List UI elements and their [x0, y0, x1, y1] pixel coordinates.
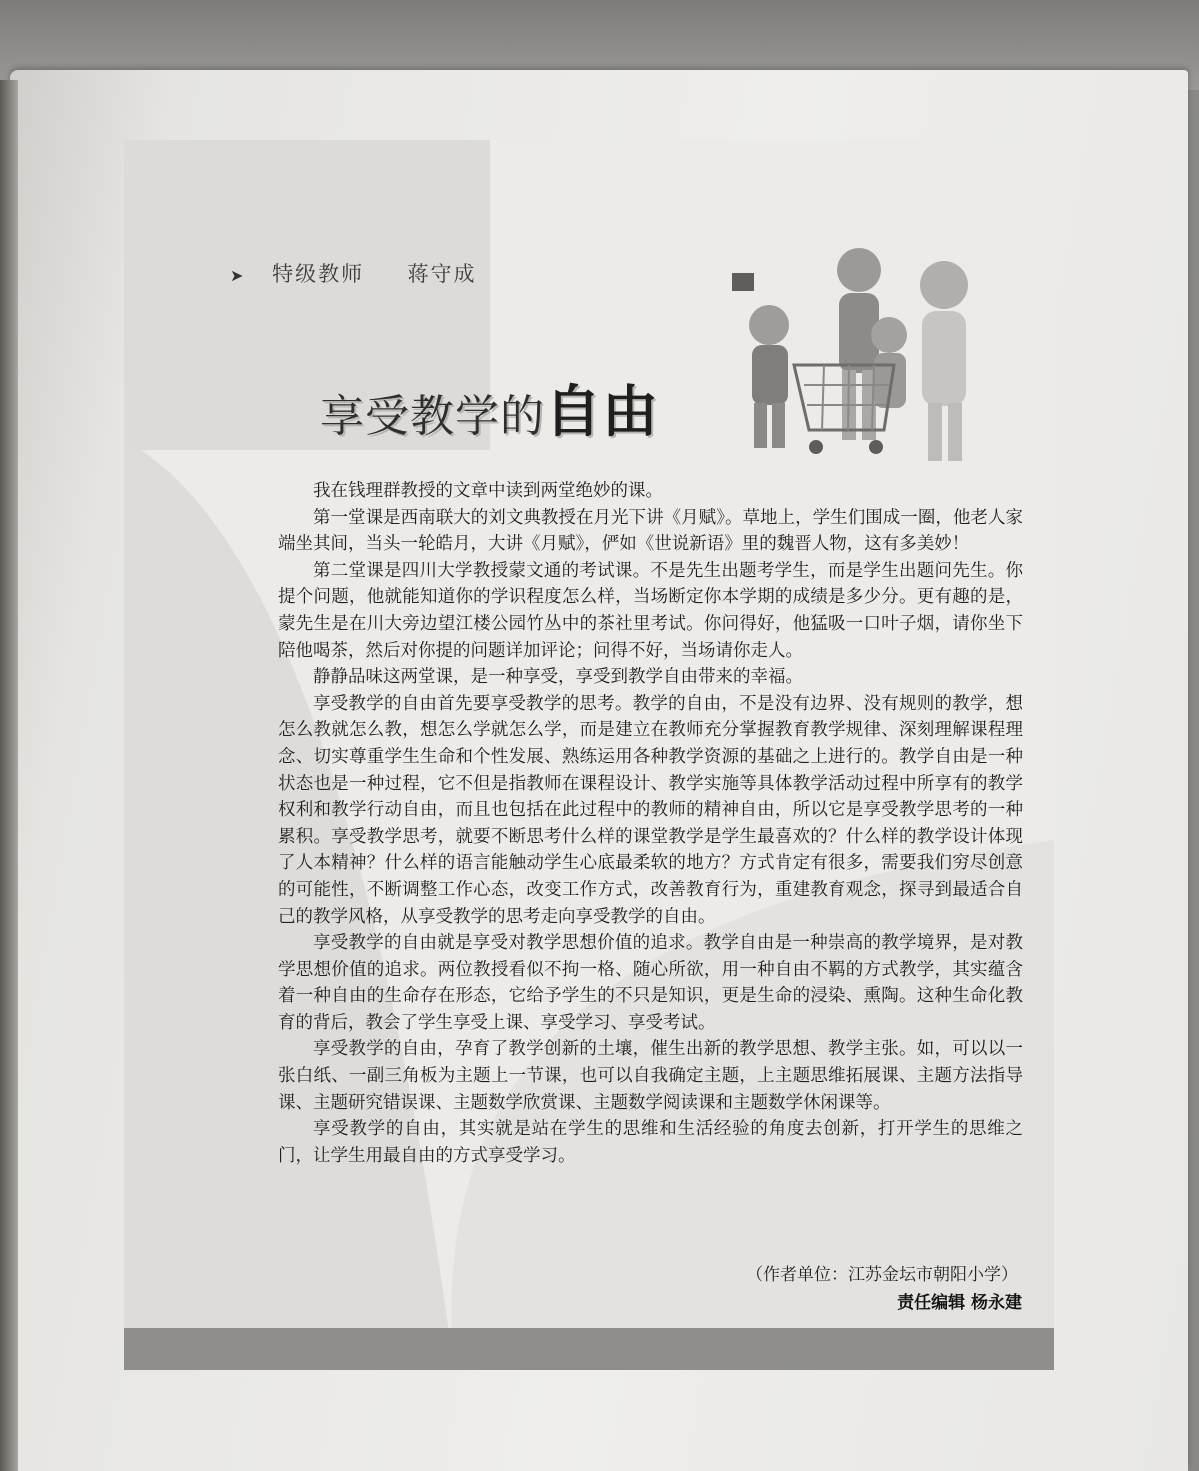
- paragraph: 我在钱理群教授的文章中读到两堂绝妙的课。: [313, 481, 663, 501]
- family-shopping-cart-illustration: [724, 235, 1024, 475]
- paragraph: 享受教学的自由就是享受对教学思想价值的追求。教学自由是一种崇高的教学境界，是对教学思想价值的追求。两位教授看似不拘一格、随心所欲，用一种自由不羁的方式教学，其实蕴含着一种自由的生命存在形态，它给予学生的不只是知识，更是生命的浸染、熏陶。这种生命化教育的背后，教会了学生享受上课、享受学习、享受考试。: [278, 933, 1023, 1033]
- author-unit: （作者单位：江苏金坛市朝阳小学）: [746, 1265, 1018, 1285]
- byline-name: 蒋守成: [407, 262, 477, 286]
- paragraph: 享受教学的自由首先要享受教学的思考。教学的自由，不是没有边界、没有规则的教学，想怎么教就怎么教，想怎么学就怎么学，而是建立在教师充分掌握教育教学规律、深刻理解课程理念、切实尊重学生生命和个性发展、熟练运用各种教学资源的基础之上进行的。教学自由是一种状态也是一种过程，它不但是指教师在课程设计、教学实施等具体教学活动过程中所享有的教学权利和教学行动自由，而且也包括在此过程中的教师的精神自由，所以它是享受教学思考的一种累积。享受教学思考，就要不断思考什么样的课堂教学是学生最喜欢的？什么样的教学设计体现了人本精神？什么样的语言能触动学生心底最柔软的地方？方式肯定有很多，需要我们穷尽创意的可能性，不断调整工作心态，改变工作方式，改善教育行为，重建教育观念，探寻到最适合自己的教学风格，从享受教学的思考走向享受教学的自由。: [278, 693, 1023, 927]
- paragraph: 享受教学的自由，其实就是站在学生的思维和生活经验的角度去创新，打开学生的思维之门，让学生用最自由的方式享受学习。: [278, 1119, 1023, 1166]
- article-title: [320, 368, 659, 448]
- title-emphasis: 自由: [545, 379, 659, 445]
- footer-bar: [124, 1328, 1054, 1370]
- title-prefix: 享受教学的: [320, 391, 545, 442]
- paragraph: 第一堂课是西南联大的刘文典教授在月光下讲《月赋》。草地上，学生们围成一圈，他老人家端坐其间，当头一轮皓月，大讲《月赋》，俨如《世说新语》里的魏晋人物，这有多美妙！: [278, 507, 1023, 555]
- article-body: [278, 478, 1023, 1169]
- book-spine: [0, 80, 18, 1471]
- arrow-right-icon: ➤: [230, 266, 246, 285]
- responsible-editor: 责任编辑 杨永建: [897, 1293, 1022, 1313]
- article-panel: [124, 140, 1054, 1370]
- paragraph: 享受教学的自由，孕育了教学创新的土壤，催生出新的教学思想、教学主张。如，可以以一张白纸、一副三角板为主题上一节课，也可以自我确定主题，上主题思维拓展课、主题方法指导课、主题研究错误课、主题数学欣赏课、主题数学阅读课和主题数学休闲课等。: [278, 1039, 1023, 1113]
- byline: [230, 258, 476, 288]
- byline-role: 特级教师: [272, 262, 365, 286]
- paragraph: 静静品味这两堂课，是一种享受，享受到教学自由带来的幸福。: [313, 667, 803, 688]
- paragraph: 第二堂课是四川大学教授蒙文通的考试课。不是先生出题考学生，而是学生出题问先生。你提个问题，他就能知道你的学识程度怎么样，当场断定你本学期的成绩是多少分。更有趣的是，蒙先生是在川大旁边望江楼公园竹丛中的茶社里考试。你问得好，他猛吸一口叶子烟，请你坐下陪他喝茶，然后对你提的问题详加评论；问得不好，当场请你走人。: [278, 560, 1023, 661]
